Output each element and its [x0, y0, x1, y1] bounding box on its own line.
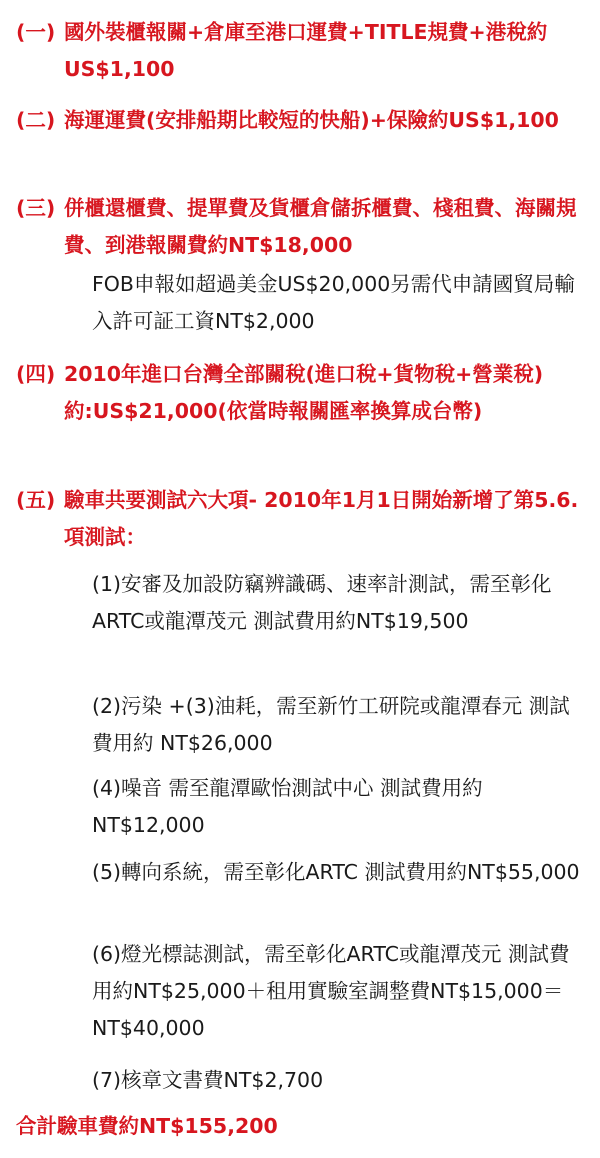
item-number: (四) [16, 362, 56, 386]
item-number: (二) [16, 108, 56, 132]
item-text: 併櫃還櫃費、提單費及貨櫃倉儲拆櫃費、棧租費、海關規費、到港報關費約NT$18,000 [64, 196, 577, 257]
item-number: (一) [16, 20, 56, 44]
test-item-5: (6)燈光標誌測試，需至彰化ARTC或龍潭茂元 測試費用約NT$25,000＋租用實驗室調整費NT$15,000＝NT$40,000 [92, 942, 570, 1040]
item-number: (五) [16, 488, 56, 512]
item-number: (三) [16, 196, 56, 220]
fob-note: FOB申報如超過美金US$20,000另需代申請國貿局輸入許可証工資NT$2,000 [92, 272, 575, 333]
test-item-2: (2)污染 +(3)油耗，需至新竹工研院或龍潭春元 測試費用約 NT$26,000 [92, 694, 570, 755]
test-item-3: (4)噪音 需至龍潭歐怡測試中心 測試費用約NT$12,000 [92, 776, 483, 837]
cost-item-1 [16, 14, 586, 88]
cost-item-5 [16, 482, 586, 556]
cost-item-4 [16, 356, 586, 430]
test-item-4: (5)轉向系統，需至彰化ARTC 測試費用約NT$55,000 [92, 860, 580, 884]
total-cost: 合計驗車費約NT$155,200 [16, 1114, 278, 1138]
item-text: 2010年進口台灣全部關稅(進口稅+貨物稅+營業稅) 約:US$21,000(依當時報關匯率換算成台幣) [64, 362, 544, 423]
item-text: 國外裝櫃報關+倉庫至港口運費+TITLE規費+港稅約US$1,100 [64, 20, 548, 81]
item-text: 海運運費(安排船期比較短的快船)+保險約US$1,100 [64, 108, 559, 132]
test-item-1: (1)安審及加設防竊辨識碼、速率計測試，需至彰化ARTC或龍潭茂元 測試費用約NT$19,500 [92, 572, 552, 633]
item-text: 驗車共要測試六大項- 2010年1月1日開始新增了第5.6.項測試： [64, 488, 579, 549]
cost-item-2 [16, 102, 586, 139]
cost-item-3 [16, 190, 586, 264]
test-item-6: (7)核章文書費NT$2,700 [92, 1068, 324, 1092]
